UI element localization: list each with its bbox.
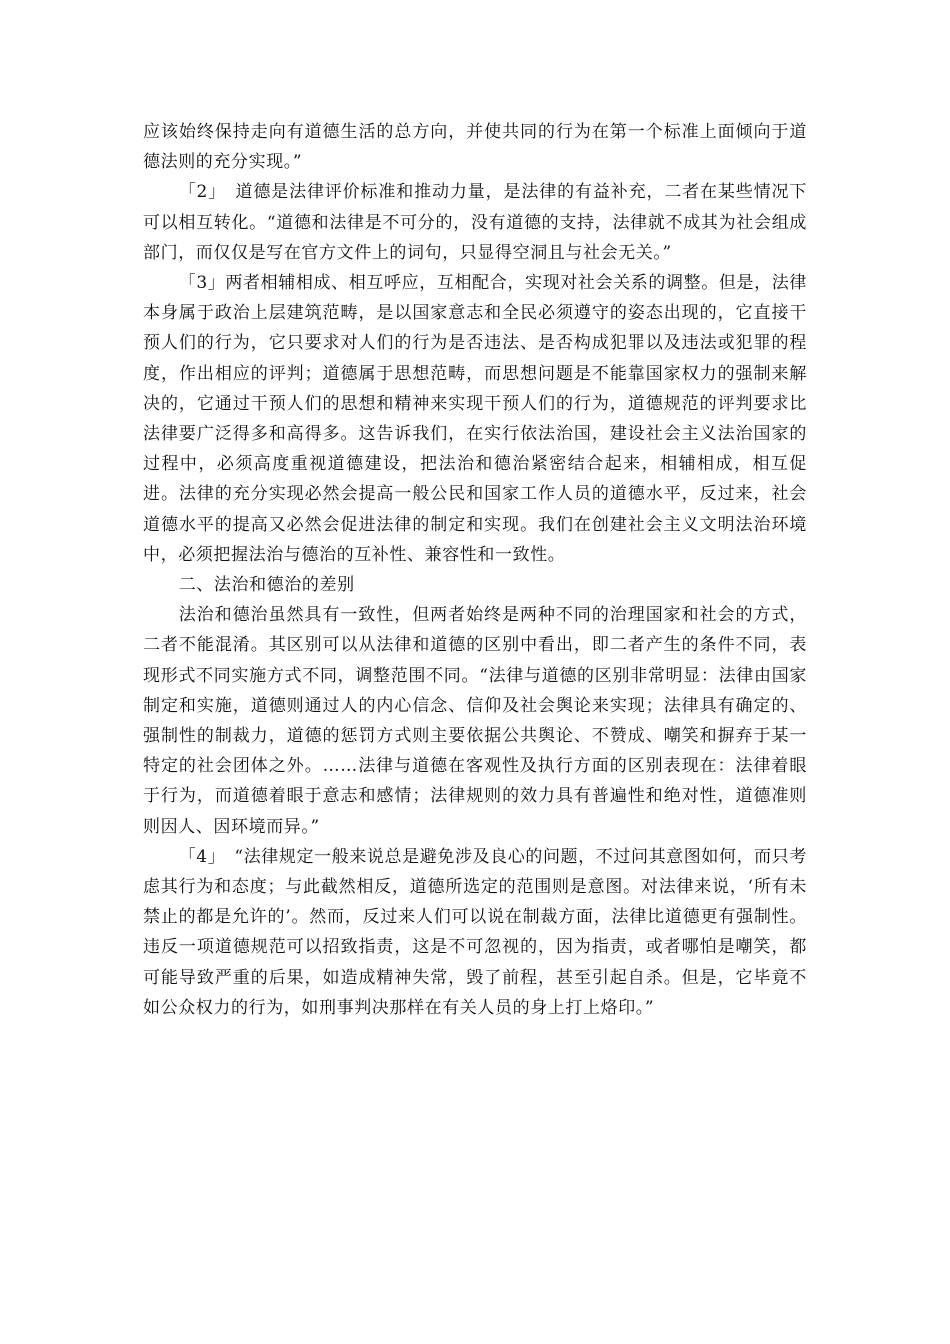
paragraph-note-3: 「3」两者相辅相成、相互呼应，互相配合，实现对社会关系的调整。但是，法律本身属于政治上层建筑范畴，是以国家意志和全民必须遵守的姿态出现的，它直接干预人们的行为，它只要求对人们的行为是否违法、是否构成犯罪以及违法或犯罪的程度，作出相应的评判；道德属于思想范畴，而思想问题是不能靠国家权力的强制来解决的，它通过干预人们的思想和精神来实现干预人们的行为，道德规范的评判要求比法律要广泛得多和高得多。这告诉我们，在实行依法治国，建设社会主义法治国家的过程中，必须高度重视道德建设，把法治和德治紧密结合起来，相辅相成，相互促进。法律的充分实现必然会提高一般公民和国家工作人员的道德水平，反过来，社会道德水平的提高又必然会促进法律的制定和实现。我们在创建社会主义文明法治环境中，必须把握法治与德治的互补性、兼容性和一致性。 xyxy=(143,273,807,565)
paragraph-continuation: 应该始终保持走向有道德生活的总方向，并使共同的行为在第一个标准上面倾向于道德法则的充分实现。” xyxy=(143,122,807,173)
paragraph-note-2: 「2」 道德是法律评价标准和推动力量，是法律的有益补充，二者在某些情况下可以相互转化。“道德和法律是不可分的，没有道德的支持，法律就不成其为社会组成部门，而仅仅是写在官方文件上的词句，只显得空洞且与社会无关。” xyxy=(143,182,807,263)
paragraph-differences: 法治和德治虽然具有一致性，但两者始终是两种不同的治理国家和社会的方式，二者不能混淆。其区别可以从法律和道德的区别中看出，即二者产生的条件不同，表现形式不同实施方式不同，调整范围不同。“法律与道德的区别非常明显：法律由国家制定和实施，道德则通过人的内心信念、信仰及社会舆论来实现；法律具有确定的、强制性的制裁力，道德的惩罚方式则主要依据公共舆论、不赞成、嘲笑和摒弃于某一特定的社会团体之外。……法律与道德在客观性及执行方面的区别表现在：法律着眼于行为，而道德着眼于意志和感情；法律规则的效力具有普遍性和绝对性，道德准则则因人、因环境而异。” xyxy=(143,605,807,837)
paragraph-note-4: 「4」 “法律规定一般来说总是避免涉及良心的问题，不过问其意图如何，而只考虑其行为和态度；与此截然相反，道德所选定的范围则是意图。对法律来说，‘所有未禁止的都是允许的’。然而，反过来人们可以说在制裁方面，法律比道德更有强制性。违反一项道德规范可以招致指责，这是不可忽视的，因为指责，或者哪怕是嘲笑，都可能导致严重的后果，如造成精神失常，毁了前程，甚至引起自杀。但是，它毕竟不如公众权力的行为，如刑事判决那样在有关人员的身上打上烙印。” xyxy=(143,846,807,1018)
document-body xyxy=(143,117,807,1023)
section-heading: 二、法治和德治的差别 xyxy=(178,575,355,596)
